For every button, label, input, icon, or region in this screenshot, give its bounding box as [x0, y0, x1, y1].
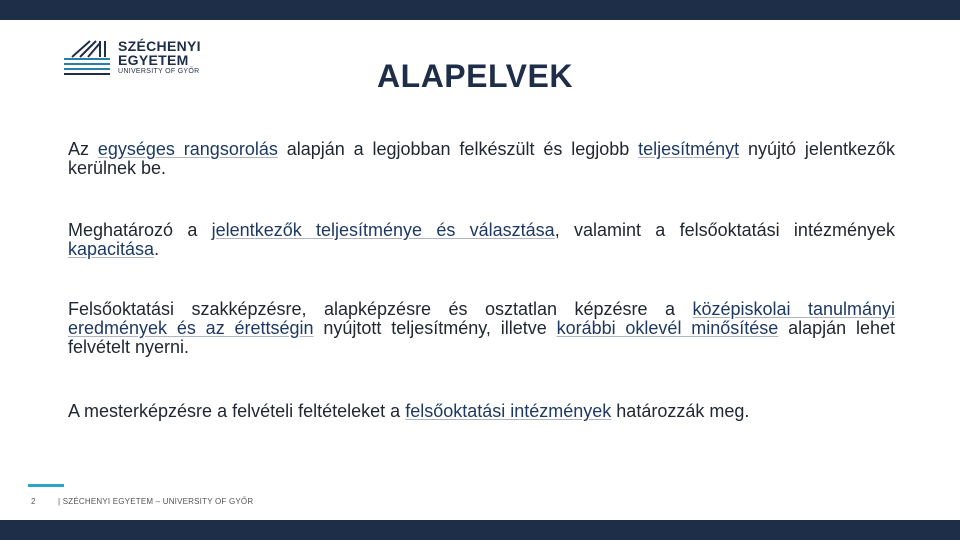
- highlighted-phrase: felsőoktatási intézmények: [405, 401, 612, 421]
- paragraph-text: nyújtó jelentkezők kerülnek be.: [68, 139, 895, 178]
- paragraph-text: Meghatározó a: [68, 220, 212, 240]
- paragraph-text: alapján lehet felvételt nyerni.: [68, 318, 895, 357]
- paragraph-3: [68, 300, 895, 357]
- logo-line-3: UNIVERSITY OF GYŐR: [118, 68, 200, 75]
- paragraph-text: határozzák meg.: [611, 401, 750, 421]
- paragraph-text: .: [154, 239, 160, 259]
- logo-line-2: EGYETEM: [118, 52, 189, 68]
- logo-mark-icon: [62, 37, 114, 79]
- paragraph-text: nyújtott teljesítmény, illetve: [313, 318, 557, 338]
- footer-text: | SZÉCHENYI EGYETEM – UNIVERSITY OF GYŐR: [58, 497, 254, 506]
- highlighted-phrase: korábbi oklevél minősítése: [556, 318, 779, 338]
- highlighted-phrase: egységes rangsorolás: [97, 139, 278, 159]
- page-number: 2: [31, 497, 36, 506]
- bottom-bar: [0, 520, 960, 540]
- paragraph-text: , valamint a felsőoktatási intézmények: [554, 220, 895, 240]
- paragraph-4: [68, 402, 895, 421]
- highlighted-phrase: teljesítményt: [638, 139, 740, 159]
- paragraph-text: Felsőoktatási szakképzésre, alapképzésre és osztatlan képzésre a: [68, 299, 693, 319]
- university-logo: [62, 37, 222, 81]
- paragraph-text: Az: [68, 139, 98, 159]
- footer-accent-line: [28, 484, 64, 487]
- paragraph-text: alapján a legjobban felkészült és legjobb: [277, 139, 639, 159]
- highlighted-phrase: kapacitása: [68, 239, 155, 259]
- paragraph-text: A mesterképzésre a felvételi feltételeket a: [68, 401, 406, 421]
- paragraph-1: [68, 140, 895, 178]
- paragraph-2: [68, 221, 895, 259]
- slide-title: ALAPELVEK: [377, 58, 573, 94]
- highlighted-phrase: jelentkezők teljesítménye és választása: [211, 220, 555, 240]
- logo-line-1: SZÉCHENYI: [118, 38, 201, 54]
- top-bar: [0, 0, 960, 20]
- highlighted-phrase: középiskolai tanulmányi eredmények és az érettségin: [68, 299, 895, 338]
- logo-text: [118, 39, 201, 77]
